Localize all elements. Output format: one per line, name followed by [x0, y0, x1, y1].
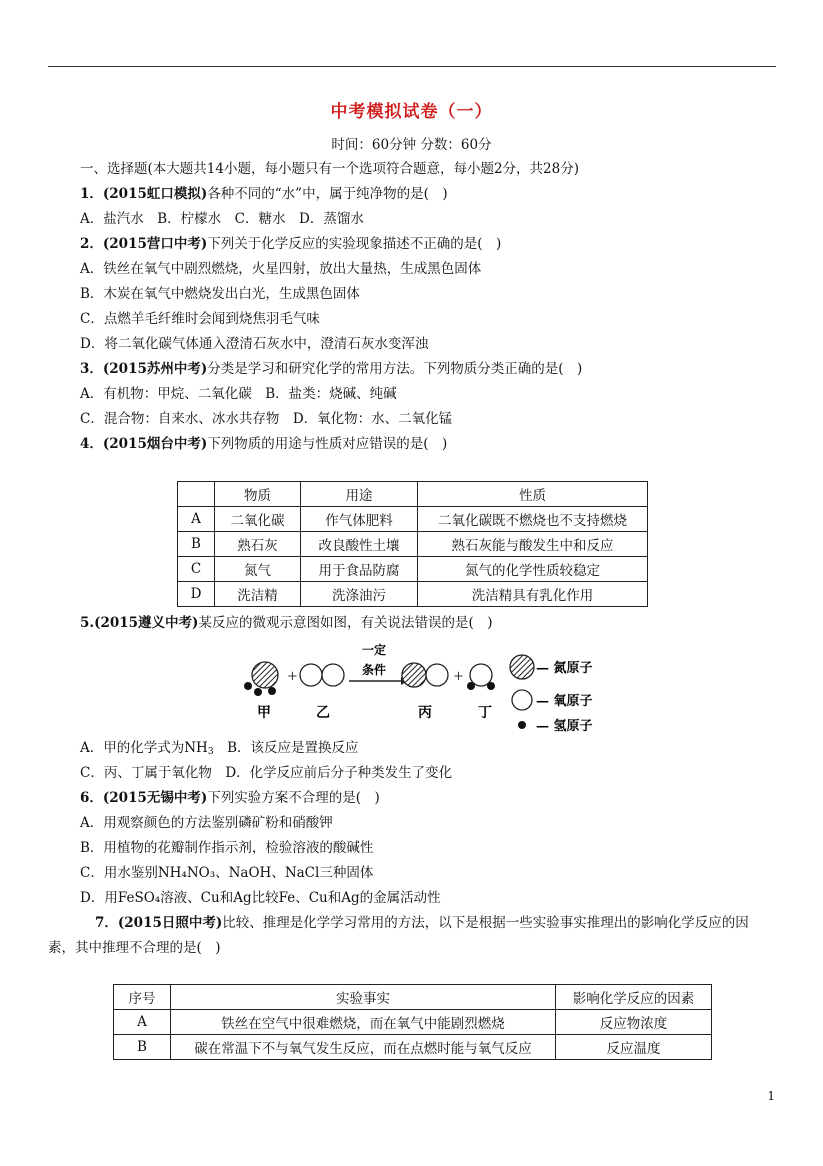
svg-text:— 氮原子: — 氮原子 — [536, 661, 593, 676]
table-cell: 用于食品防腐 — [301, 557, 418, 582]
table-cell: 氮气的化学性质较稳定 — [418, 557, 648, 582]
table-header-cell — [178, 482, 215, 507]
svg-text:一定: 一定 — [362, 643, 387, 657]
page-title: 中考模拟试卷（一） — [330, 102, 493, 122]
table-cell: 洗洁精 — [215, 582, 301, 607]
table-cell: A — [178, 507, 215, 532]
svg-text:+: + — [453, 669, 464, 684]
label-jia: 甲 — [257, 705, 271, 721]
question-2-option-a: A．铁丝在氧气中剧烈燃烧，火星四射，放出大量热，生成黑色固体 — [80, 261, 482, 277]
table-row — [178, 557, 648, 582]
table-header-cell: 序号 — [114, 985, 171, 1010]
table-cell: 作气体肥料 — [301, 507, 418, 532]
page-number: 1 — [767, 1089, 775, 1103]
molecule-jia — [244, 662, 278, 696]
header-rule — [48, 66, 776, 67]
question-4: 4．(2015烟台中考)下列物质的用途与性质对应错误的是( ) — [80, 436, 448, 452]
table-cell: A — [114, 1010, 171, 1035]
question-2-option-c: C．点燃羊毛纤维时会闻到烧焦羽毛气味 — [80, 311, 320, 327]
question-3-options-ab: A．有机物：甲烷、二氧化碳 B．盐类：烧碱、纯碱 — [80, 386, 397, 402]
table-cell: 洗洁精具有乳化作用 — [418, 582, 648, 607]
section-heading: 一、选择题(本大题共14小题，每小题只有一个选项符合题意，每小题2分，共28分) — [80, 161, 579, 177]
question-5-options-cd: C．丙、丁属于氧化物 D．化学反应前后分子种类发生了变化 — [80, 765, 453, 781]
table-header-cell: 用途 — [301, 482, 418, 507]
question-2: 2．(2015营口中考)下列关于化学反应的实验现象描述不正确的是( ) — [80, 236, 502, 252]
question-6: 6．(2015无锡中考)下列实验方案不合理的是( ) — [80, 790, 380, 806]
question-4-table — [177, 481, 648, 607]
molecule-bing — [402, 663, 448, 687]
question-5-options-ab: A．甲的化学式为$NH_3$ B．该反应是置换反应 — [80, 740, 359, 757]
label-yi: 乙 — [316, 705, 330, 721]
table-cell: 熟石灰能与酸发生中和反应 — [418, 532, 648, 557]
question-7-table — [113, 984, 712, 1060]
table-header-cell: 物质 — [215, 482, 301, 507]
question-3-options-cd: C．混合物：自来水、冰水共存物 D．氧化物：水、二氧化锰 — [80, 411, 453, 427]
table-cell: 改良酸性土壤 — [301, 532, 418, 557]
reaction-diagram — [238, 634, 618, 744]
question-6-option-c: C．用水鉴别NH₄NO₃、NaOH、NaCl三种固体 — [80, 865, 374, 881]
table-cell: 反应温度 — [556, 1035, 712, 1060]
molecule-yi — [300, 664, 344, 686]
question-1: 1．(2015虹口模拟)各种不同的“水”中，属于纯净物的是( ) — [80, 186, 448, 202]
question-2-option-d: D．将二氧化碳气体通入澄清石灰水中，澄清石灰水变浑浊 — [80, 336, 429, 352]
svg-text:+: + — [287, 669, 298, 684]
table-cell: 二氧化碳 — [215, 507, 301, 532]
svg-text:— 氧原子: — 氧原子 — [536, 694, 593, 709]
table-cell: 熟石灰 — [215, 532, 301, 557]
question-6-option-d: D．用FeSO₄溶液、Cu和Ag比较Fe、Cu和Ag的金属活动性 — [80, 890, 441, 906]
table-cell: B — [114, 1035, 171, 1060]
table-header-cell: 影响化学反应的因素 — [556, 985, 712, 1010]
question-6-option-b: B．用植物的花瓣制作指示剂，检验溶液的酸碱性 — [80, 840, 374, 856]
exam-info: 时间：60分钟 分数：60分 — [331, 137, 492, 153]
table-header-row — [114, 985, 712, 1010]
table-header-row — [178, 482, 648, 507]
svg-text:— 氢原子: — 氢原子 — [536, 719, 593, 734]
question-5: 5.(2015遵义中考)某反应的微观示意图如图，有关说法错误的是( ) — [80, 615, 493, 631]
table-cell: 反应物浓度 — [556, 1010, 712, 1035]
table-row — [114, 1010, 712, 1035]
question-3: 3．(2015苏州中考)分类是学习和研究化学的常用方法。下列物质分类正确的是( ) — [80, 361, 583, 377]
table-row — [178, 582, 648, 607]
table-cell: C — [178, 557, 215, 582]
question-6-option-a: A．用观察颜色的方法鉴别磷矿粉和硝酸钾 — [80, 815, 333, 831]
diagram-legend — [510, 655, 593, 734]
table-cell: 氮气 — [215, 557, 301, 582]
svg-text:条件: 条件 — [362, 663, 387, 677]
table-header-cell: 性质 — [418, 482, 648, 507]
table-cell: B — [178, 532, 215, 557]
table-cell: 碳在常温下不与氧气发生反应，而在点燃时能与氧气反应 — [171, 1035, 556, 1060]
table-row — [178, 507, 648, 532]
table-cell: 二氧化碳既不燃烧也不支持燃烧 — [418, 507, 648, 532]
table-cell: 洗涤油污 — [301, 582, 418, 607]
reaction-arrow — [349, 642, 408, 685]
question-7-stem-cont: 素，其中推理不合理的是( ) — [48, 940, 221, 956]
question-1-options: A．盐汽水 B．柠檬水 C．糖水 D．蒸馏水 — [80, 211, 364, 227]
label-ding: 丁 — [478, 705, 492, 721]
table-cell: D — [178, 582, 215, 607]
table-header-cell: 实验事实 — [171, 985, 556, 1010]
table-cell: 铁丝在空气中很难燃烧，而在氧气中能剧烈燃烧 — [171, 1010, 556, 1035]
question-2-option-b: B．木炭在氧气中燃烧发出白光，生成黑色固体 — [80, 286, 360, 302]
molecule-ding — [467, 664, 495, 690]
table-row — [178, 532, 648, 557]
label-bing: 丙 — [418, 705, 432, 721]
table-row — [114, 1035, 712, 1060]
question-7: 7．(2015日照中考)比较、推理是化学学习常用的方法，以下是根据一些实验事实推理出的影响化学反应的因 — [95, 915, 749, 931]
